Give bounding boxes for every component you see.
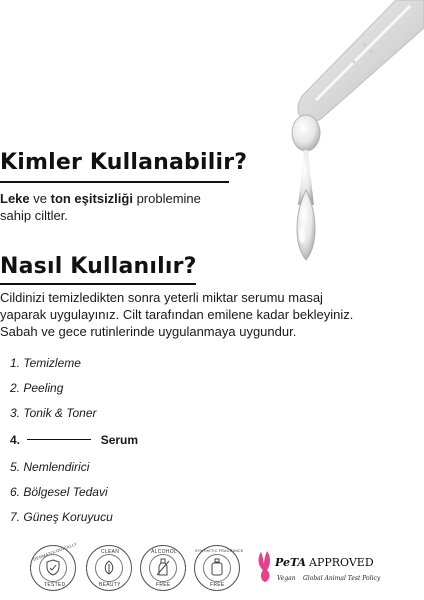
list-item-highlighted: 4. Serum: [10, 433, 139, 447]
peta-approved-logo: [255, 548, 420, 588]
highlight-ton: ton eşitsizliği: [50, 191, 133, 206]
para-line-3: Sabah ve gece rutinlerinde uygulanmaya uygundur.: [0, 324, 297, 339]
section-title-how-to-use: Nasıl Kullanılır?: [0, 254, 197, 279]
list-item: 3. Tonik & Toner: [10, 406, 97, 420]
perfume-icon: [209, 558, 225, 577]
para-line-1: Cildinizi temizledikten sonra yeterli miktar serumu masaj: [0, 290, 323, 305]
title-underline: [0, 283, 196, 285]
peta-approved-text: APPROVED: [309, 556, 374, 569]
bunny-icon: [255, 550, 275, 584]
hand-shield-icon: [45, 559, 61, 576]
step-connector-line: [27, 439, 91, 440]
list-item: 5. Nemlendirici: [10, 460, 90, 474]
title-underline: [0, 181, 229, 183]
bottle-icon: [155, 558, 171, 577]
badge-clean-beauty: CLEAN BEAUTY: [86, 545, 132, 591]
list-item: 7. Güneş Koruyucu: [10, 510, 113, 524]
peta-brand: PeTA: [275, 556, 307, 569]
list-item: 2. Peeling: [10, 381, 64, 395]
how-to-use-paragraph: [0, 289, 420, 340]
peta-vegan-text: Vegan: [277, 575, 296, 582]
badge-dermatologically-tested: DERMATOLOGICALLY TESTED: [30, 545, 76, 591]
para-line-2: yaparak uygulayınız. Cilt tarafından emilene kadar bekleyiniz.: [0, 307, 354, 322]
highlight-leke: Leke: [0, 191, 30, 206]
desc-connector: ve: [29, 191, 51, 206]
badge-synthetic-fragrance-free: SYNTHETIC FRAGRANCE FREE: [194, 545, 240, 591]
list-item: 1. Temizleme: [10, 356, 81, 370]
leaf-icon: [101, 559, 117, 576]
desc-rest: problemine: [132, 191, 201, 206]
who-can-use-description: [0, 190, 280, 224]
serum-dropper-illustration: [270, 0, 424, 265]
desc-line2: sahip ciltler.: [0, 208, 68, 223]
routine-steps-list: [10, 356, 270, 526]
list-item: 6. Bölgesel Tedavi: [10, 485, 108, 499]
section-title-who-can-use: Kimler Kullanabilir?: [0, 150, 248, 175]
badge-alcohol-free: ALCOHOL FREE: [140, 545, 186, 591]
peta-policy-text: Global Animal Test Policy: [303, 575, 381, 582]
